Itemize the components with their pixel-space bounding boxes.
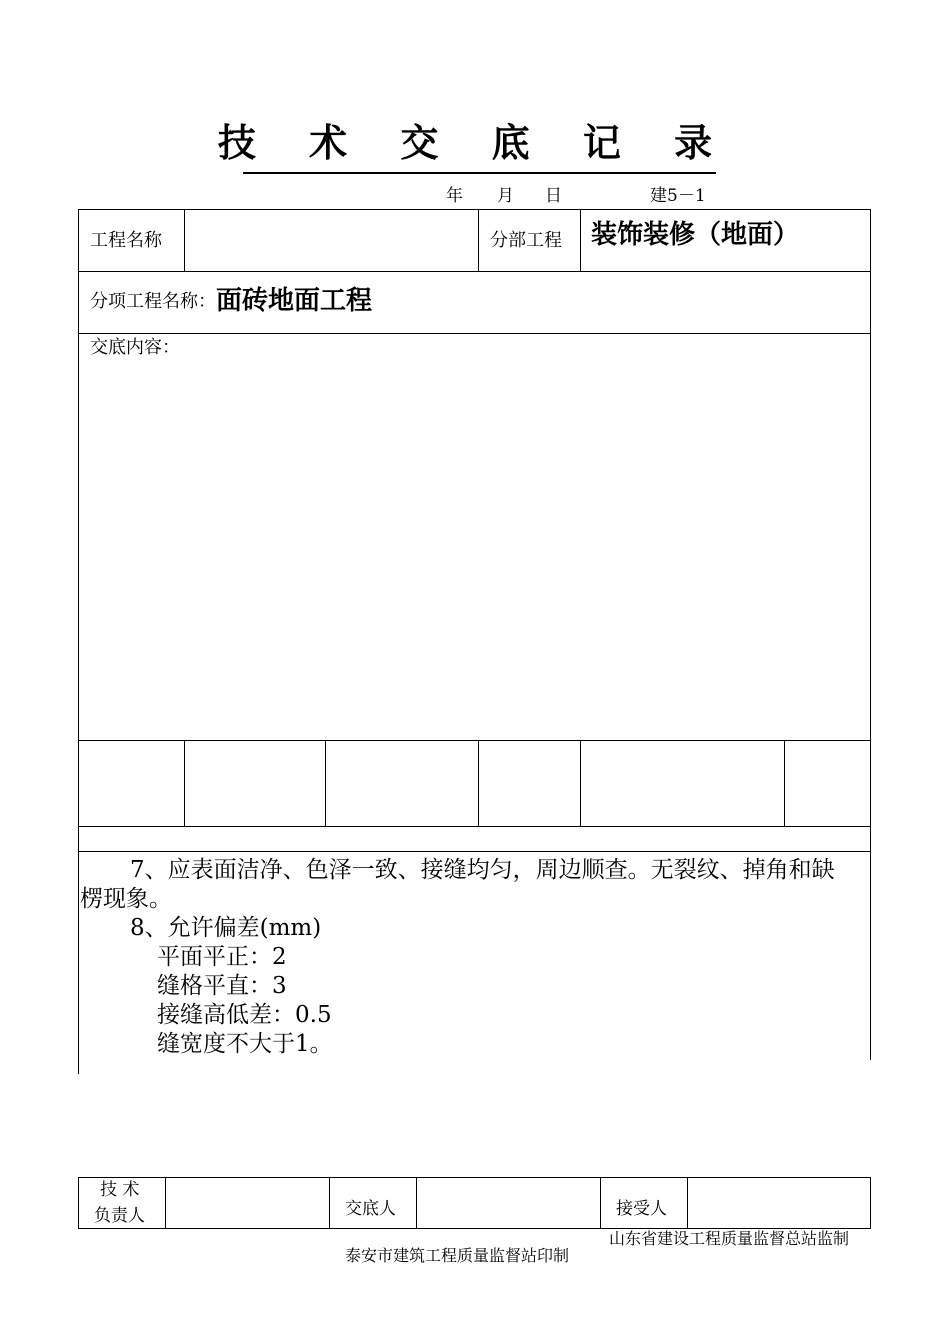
table-left-border-tail <box>78 1060 79 1074</box>
table-right-border <box>870 209 871 1060</box>
form-title: 技 术 交 底 记 录 <box>217 120 733 165</box>
tech-lead-label-2: 负责人 <box>94 1206 145 1226</box>
subitem-value: 面砖地面工程 <box>216 286 373 316</box>
division-label: 分部工程 <box>490 230 562 251</box>
column-divider <box>325 740 326 826</box>
sig-divider <box>416 1177 417 1229</box>
receiver-label: 接受人 <box>616 1199 667 1219</box>
column-divider <box>478 740 479 826</box>
presenter-label: 交底人 <box>345 1199 396 1219</box>
tolerance-flatness: 平面平正：2 <box>157 944 287 970</box>
column-divider <box>580 740 581 826</box>
sig-divider <box>329 1177 330 1229</box>
sig-divider <box>78 1177 79 1229</box>
column-divider <box>478 209 479 271</box>
tolerance-joint-height: 接缝高低差：0.5 <box>157 1002 332 1028</box>
tech-lead-label-1: 技 术 <box>100 1180 140 1200</box>
date-month: 月 <box>497 186 514 206</box>
row-divider <box>78 826 871 827</box>
content-line-7-cont: 楞现象。 <box>80 886 172 912</box>
row-divider <box>78 271 871 272</box>
supervisor-note: 山东省建设工程质量监督总站监制 <box>609 1229 850 1248</box>
printer-note: 泰安市建筑工程质量监督站印制 <box>345 1246 570 1265</box>
tolerance-joint-width: 缝宽度不大于1。 <box>157 1031 333 1057</box>
sig-divider <box>600 1177 601 1229</box>
date-day: 日 <box>545 186 562 206</box>
title-underline <box>243 172 716 174</box>
form-code: 建5－1 <box>650 186 706 206</box>
row-divider <box>78 333 871 334</box>
row-divider <box>78 740 871 741</box>
tolerance-joint-straightness: 缝格平直：3 <box>157 973 287 999</box>
row-divider <box>78 851 871 852</box>
content-line-8: 8、允许偏差(mm) <box>130 915 322 941</box>
content-line-7: 7、应表面洁净、色泽一致、接缝均匀，周边顺查。无裂纹、掉角和缺 <box>130 857 835 883</box>
sig-divider <box>687 1177 688 1229</box>
column-divider <box>580 209 581 271</box>
column-divider <box>184 740 185 826</box>
sig-divider <box>165 1177 166 1229</box>
sig-divider <box>870 1177 871 1229</box>
table-top-border <box>78 209 871 210</box>
column-divider <box>784 740 785 826</box>
column-divider <box>184 209 185 271</box>
project-name-label: 工程名称 <box>90 230 162 251</box>
content-label: 交底内容： <box>90 337 180 358</box>
table-left-border <box>78 209 79 1060</box>
subitem-row <box>90 282 372 318</box>
sig-top-border <box>78 1177 871 1178</box>
date-year: 年 <box>446 186 463 206</box>
project-name-value <box>195 229 470 253</box>
division-value: 装饰装修（地面） <box>591 220 800 250</box>
subitem-label: 分项工程名称： <box>90 291 216 312</box>
